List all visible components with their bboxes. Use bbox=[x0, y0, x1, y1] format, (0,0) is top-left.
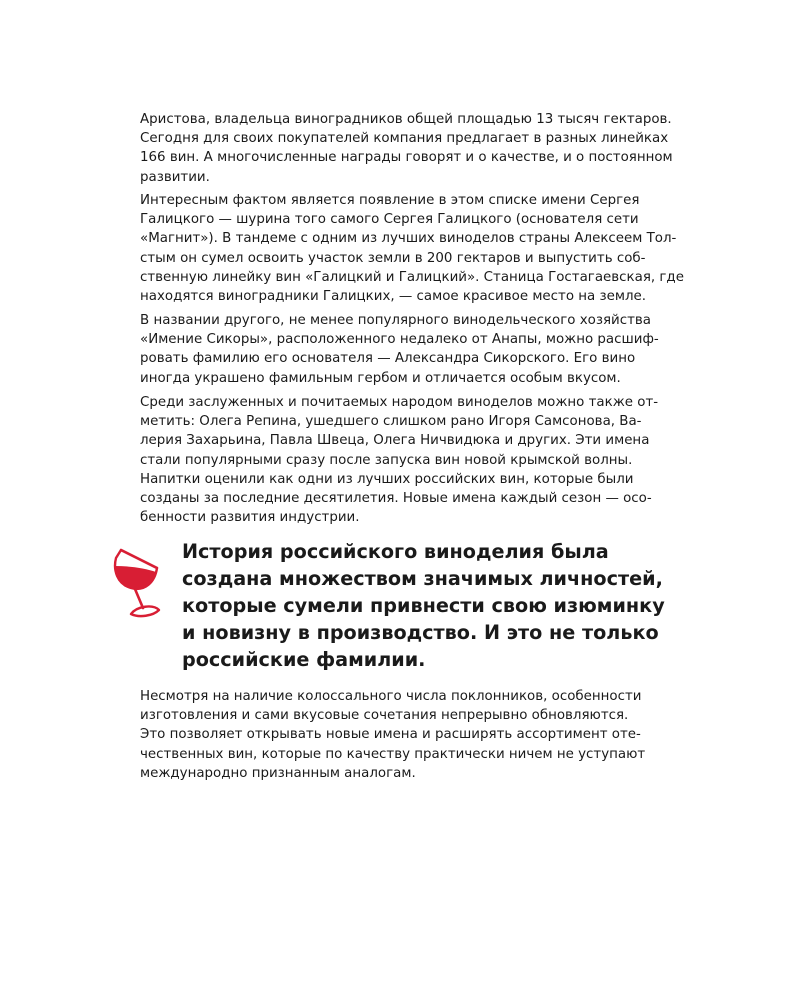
text-line: Среди заслуженных и почитаемых народом виноделов можно также от- bbox=[140, 395, 659, 410]
text-line: созданы за последние десятилетия. Новые имена каждый сезон — осо- bbox=[140, 491, 652, 507]
quote-line: российские фамилии. bbox=[182, 648, 426, 671]
paragraph-5 bbox=[140, 687, 660, 783]
quote-line: и новизну в производство. И это не только bbox=[182, 621, 659, 644]
text-line: чественных вин, которые по качеству практически ничем не уступают bbox=[140, 746, 646, 762]
text-line: ственную линейку вин «Галицкий и Галицкий». Станица Гостагаевская, где bbox=[140, 269, 684, 285]
text-line: Аристова, владельца виноградников общей площадью 13 тысяч гектаров. bbox=[140, 112, 672, 127]
paragraph-1 bbox=[140, 110, 673, 187]
text-line: стали популярными сразу после запуска вин новой крымской волны. bbox=[140, 452, 633, 468]
text-line: «Магнит»). В тандеме с одним из лучших виноделов страны Алексеем Тол- bbox=[140, 231, 677, 247]
quote-line: История российского виноделия была bbox=[182, 540, 609, 563]
wine-glass-icon bbox=[107, 544, 167, 624]
text-line: изготовления и сами вкусовые сочетания непрерывно обновляются. bbox=[140, 708, 629, 724]
text-line: Сегодня для своих покупателей компания предлагает в разных линейках bbox=[140, 131, 669, 147]
text-line: Интересным фактом является появление в этом списке имени Сергея bbox=[140, 193, 640, 208]
text-line: «Имение Сикоры», расположенного недалеко от Анапы, можно расшиф- bbox=[140, 332, 659, 348]
text-line: бенности развития индустрии. bbox=[140, 510, 360, 526]
paragraph-4 bbox=[140, 393, 660, 527]
paragraph-2 bbox=[140, 191, 684, 306]
text-line: лерия Захарьина, Павла Швеца, Олега Ничвидюка и других. Эти имена bbox=[140, 433, 650, 449]
text-line: В названии другого, не менее популярного винодельческого хозяйства bbox=[140, 313, 651, 328]
text-line: международно признанным аналогам. bbox=[140, 765, 416, 781]
quote-line: создана множеством значимых личностей, bbox=[182, 567, 663, 590]
text-line: находятся виноградники Галицких, — самое красивое место на земле. bbox=[140, 289, 647, 305]
text-line: стым он сумел освоить участок земли в 200 гектаров и выпустить соб- bbox=[140, 250, 646, 266]
paragraph-3 bbox=[140, 311, 660, 388]
text-line: Напитки оценили как одни из лучших российских вин, которые были bbox=[140, 471, 634, 487]
text-line: 166 вин. А многочисленные награды говорят и о качестве, и о постоянном bbox=[140, 150, 673, 166]
text-line: развитии. bbox=[140, 169, 210, 185]
text-line: Несмотря на наличие колоссального числа поклонников, особенности bbox=[140, 689, 642, 704]
text-line: иногда украшено фамильным гербом и отличается особым вкусом. bbox=[140, 370, 621, 386]
text-line: ровать фамилию его основателя — Александра Сикорского. Его вино bbox=[140, 351, 636, 367]
text-line: Это позволяет открывать новые имена и расширять ассортимент оте- bbox=[140, 727, 641, 743]
text-line: метить: Олега Репина, ушедшего слишком рано Игоря Самсонова, Ва- bbox=[140, 414, 642, 430]
pull-quote bbox=[182, 538, 665, 673]
text-line: Галицкого — шурина того самого Сергея Галицкого (основателя сети bbox=[140, 212, 639, 228]
quote-line: которые сумели привнести свою изюминку bbox=[182, 594, 665, 617]
